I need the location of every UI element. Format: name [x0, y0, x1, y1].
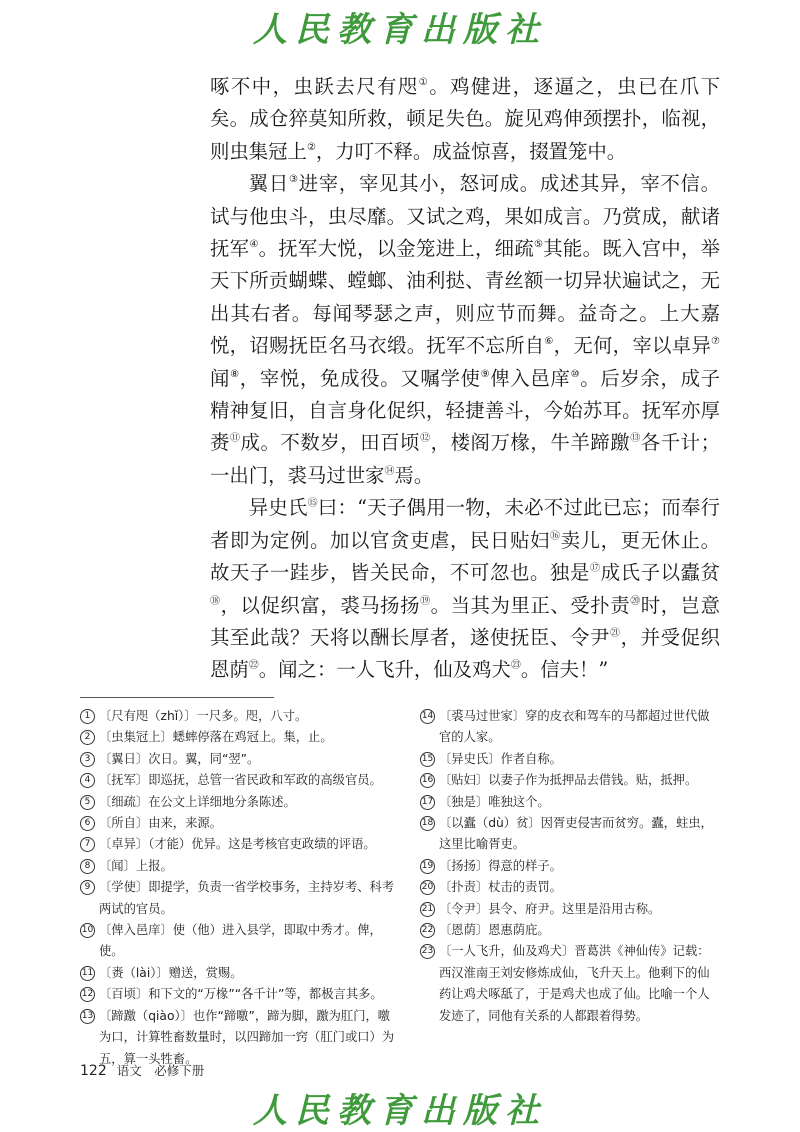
footnote-item: [420, 792, 720, 813]
footnote-text: 〔百顷〕和下文的“万椽”“各千计”等，都极言其多。: [99, 987, 383, 1002]
paragraph-text: 卖儿，更无休止。故天子一跬步，皆关民命，不可忽也。独是: [210, 528, 720, 585]
footnote-number: 23: [420, 944, 435, 959]
book-title: 语文 必修下册: [116, 1063, 205, 1078]
footnote-marker: ⑦: [711, 336, 721, 348]
page-number: 122: [80, 1063, 107, 1079]
footnote-marker: ⑰: [590, 563, 601, 575]
paragraph-text: 各千计；一出门，裘马过世家: [210, 431, 720, 487]
paragraph-text: 其能。既入宫中，举天下所贡蝴蝶、螳螂、油利挞、青丝额一切异状遍试之，无出其右者。每闻琴瑟之声，则应节而舞。益奇之。上大嘉悦，诏赐抚臣名马衣缎。抚军不忘所自: [210, 237, 721, 358]
footnote-number: 3: [80, 752, 95, 767]
footnote-text: 〔扑责〕杖击的责罚。: [439, 880, 562, 895]
footnote-number: 16: [420, 773, 435, 788]
paragraph-text: ，以促织富，裘马扬扬: [220, 593, 421, 617]
footnote-number: 21: [420, 902, 435, 917]
footnote-text: 〔恩荫〕恩惠荫庇。: [439, 923, 550, 938]
footnote-text: 〔卓异〕（才能）优异。这是考核官吏政绩的评语。: [99, 837, 376, 852]
footnote-number: 7: [80, 837, 95, 852]
footnote-marker: ⑩: [570, 368, 581, 380]
footnote-text: 〔贴妇〕以妻子作为抵押品去借钱。贴，抵押。: [439, 773, 698, 788]
footnote-item: [420, 856, 720, 877]
footnote-marker: ⑮: [307, 498, 318, 510]
footnote-item: [80, 877, 398, 920]
footnote-item: [420, 877, 720, 898]
footnote-item: [80, 749, 398, 770]
paragraph: [210, 168, 720, 492]
footnote-text: 〔赉（lài）〕赠送，赏赐。: [99, 965, 243, 980]
footnote-text: 〔蹄躈（qiào）〕也作“蹄噭”，蹄为脚，躈为肛门，噭为口，计算牲畜数量时，以四蹄加一窍（肛门或口）为五，算一头牲畜。: [99, 1008, 395, 1066]
paragraph-text: 闻: [210, 366, 231, 390]
footnote-marker: ⑧: [230, 368, 240, 380]
footnote-marker: ⑱: [210, 595, 221, 607]
footnote-text: 〔所自〕由来，来源。: [99, 816, 222, 831]
paragraph: [210, 71, 720, 168]
footnote-text: 〔闻〕上报。: [99, 858, 173, 873]
footnote-item: [420, 899, 720, 920]
footnote-marker: ⑭: [384, 465, 395, 477]
footnote-item: [420, 749, 720, 770]
paragraph: [210, 492, 720, 686]
footnote-item: [420, 706, 720, 749]
footnote-text: 〔扬扬〕得意的样子。: [439, 858, 562, 873]
paragraph-text: ，无何，宰以卓异: [553, 334, 712, 358]
paragraph-text: 曰：“天子偶用一物，未必不过此已忘；而奉行者即为定例。加以官贪吏虐，民日贴妇: [210, 496, 721, 552]
footnote-number: 8: [80, 859, 95, 874]
footnote-item: [80, 706, 398, 727]
main-text: [210, 71, 720, 687]
footnote-text: 〔令尹〕县令、府尹。这里是沿用古称。: [439, 901, 661, 916]
footnote-item: [80, 770, 398, 791]
footnote-number: 22: [420, 923, 435, 938]
footnote-text: 〔俾入邑庠〕使（他）进入县学，即取中秀才。俾，使。: [99, 923, 382, 959]
footnote-item: [80, 984, 398, 1005]
paragraph-text: 。闻之：一人飞升，仙及鸡犬: [258, 658, 511, 682]
paragraph-text: 。抚军大悦，以金笼进上，细疏: [258, 237, 534, 261]
paragraph-text: 啄不中，虫跃去尺有咫: [210, 75, 419, 98]
footnote-text: 〔以蠹（dù）贫〕因胥吏侵害而贫穷。蠹，蛀虫，这里比喻胥吏。: [439, 816, 713, 852]
footnotes-left-column: [80, 706, 398, 1070]
footnote-marker: ⑨: [480, 368, 491, 380]
paragraph-text: 焉。: [394, 463, 434, 487]
footnote-number: 19: [420, 859, 435, 874]
paragraph-text: 时，岂意其至此哉？天将以酬长厚者，遂使抚臣、令尹: [210, 593, 720, 649]
footnote-item: [80, 834, 398, 855]
paragraph-text: 成氏子以蠹贫: [600, 561, 720, 585]
paragraph-text: ，力叮不释。成益惊喜，掇置笼中。: [315, 139, 627, 163]
footnote-text: 〔虫集冠上〕蟋蟀停落在鸡冠上。集，止。: [99, 730, 333, 745]
footnote-item: [80, 792, 398, 813]
footnote-marker: ⑯: [550, 530, 561, 542]
footnote-number: 4: [80, 773, 95, 788]
footnote-marker: ㉑: [610, 627, 621, 639]
footnote-item: [80, 963, 398, 984]
footnote-text: 〔裘马过世家〕穿的皮衣和驾车的马都超过世代做官的人家。: [439, 709, 710, 745]
footnote-number: 17: [420, 795, 435, 810]
footnote-marker: ②: [306, 141, 316, 153]
footnote-number: 6: [80, 816, 95, 831]
paragraph-text: 。后岁余，成子精神复旧，自言身化促织，轻捷善斗，今始苏耳。抚军亦厚赉: [210, 366, 721, 455]
footnote-item: [420, 813, 720, 856]
footnote-number: 14: [420, 709, 435, 724]
footnote-number: 13: [80, 1009, 95, 1024]
footnote-number: 18: [420, 816, 435, 831]
footnote-item: [420, 770, 720, 791]
footnote-text: 〔尺有咫（zhǐ）〕一尺多。咫，八寸。: [99, 709, 308, 723]
publisher-logo-bottom: 人民教育出版社: [253, 1091, 547, 1131]
footnote-marker: ⑥: [544, 336, 554, 348]
footnote-marker: ㉓: [510, 660, 521, 672]
footnote-marker: ㉒: [248, 660, 259, 672]
footnote-number: 5: [80, 795, 95, 810]
paragraph-text: 俾入邑庠: [490, 366, 571, 390]
footnote-text: 〔一人飞升，仙及鸡犬〕晋葛洪《神仙传》记载：西汉淮南王刘安修炼成仙，飞升天上。他剩下的仙药让鸡犬啄舐了，于是鸡犬也成了仙。比喻一个人发迹了，同他有关系的人都跟着得势。: [439, 944, 710, 1023]
footnotes-right-column: [420, 706, 720, 1027]
paragraph-text: ，楼阁万椽，牛羊蹄躈: [430, 431, 631, 455]
paragraph-text: 。信夫！”: [520, 658, 609, 682]
footnote-number: 15: [420, 752, 435, 767]
publisher-logo-top: 人民教育出版社: [253, 10, 547, 50]
footnote-marker: ⑬: [630, 433, 641, 445]
paragraph-text: 。鸡健进，逐逼之，虫已在爪下矣。成仓猝莫知所救，顿足失色。旋见鸡伸颈摆扑，临视，则虫集冠上: [210, 75, 721, 163]
footnote-text: 〔抚军〕即巡抚，总管一省民政和军政的高级官员。: [99, 773, 382, 788]
footnote-number: 20: [420, 880, 435, 895]
footnote-number: 11: [80, 966, 95, 981]
footnote-marker: ⑲: [420, 595, 431, 607]
footnote-marker: ③: [289, 174, 299, 186]
paragraph-text: ，宰悦，免成役。又嘱学使: [239, 366, 481, 390]
footnote-number: 9: [80, 880, 95, 895]
paragraph-text: 。当其为里正、受扑责: [430, 593, 631, 617]
footnote-number: 12: [80, 987, 95, 1002]
footnote-marker: ⑳: [630, 595, 641, 607]
footnote-number: 2: [80, 730, 95, 745]
footnote-marker: ④: [249, 239, 259, 251]
footnote-item: [420, 920, 720, 941]
footnote-divider: [80, 697, 274, 698]
footnote-item: [80, 727, 398, 748]
footnote-text: 〔翼日〕次日。翼，同“翌”。: [99, 751, 260, 766]
footnote-marker: ⑫: [420, 433, 431, 445]
footnote-text: 〔独是〕唯独这个。: [439, 794, 550, 809]
footnote-number: 10: [80, 923, 95, 938]
footnote-text: 〔学使〕即提学，负责一省学校事务，主持岁考、科考两试的官员。: [99, 880, 395, 916]
page-footer: [80, 1061, 204, 1079]
footnote-text: 〔异史氏〕作者自称。: [439, 751, 562, 766]
footnote-marker: ①: [418, 77, 430, 88]
footnote-item: [80, 856, 398, 877]
paragraph-text: 成。不数岁，田百顷: [240, 431, 421, 455]
footnote-item: [420, 941, 720, 1027]
paragraph-text: ，并受促织恩荫: [210, 625, 720, 682]
footnote-marker: ⑪: [229, 433, 241, 445]
footnote-number: 1: [80, 709, 95, 724]
paragraph-text: 异史氏: [248, 496, 308, 520]
footnote-item: [80, 920, 398, 963]
footnote-item: [80, 813, 398, 834]
paragraph-text: 翼日: [248, 172, 289, 196]
footnote-marker: ⑤: [534, 239, 544, 251]
paragraph-text: 进宰，宰见其小，怒诃成。成述其异，宰不信。试与他虫斗，虫尽靡。又试之鸡，果如成言。乃赏成，献诸抚军: [210, 172, 721, 261]
footnote-text: 〔细疏〕在公文上详细地分条陈述。: [99, 794, 296, 809]
